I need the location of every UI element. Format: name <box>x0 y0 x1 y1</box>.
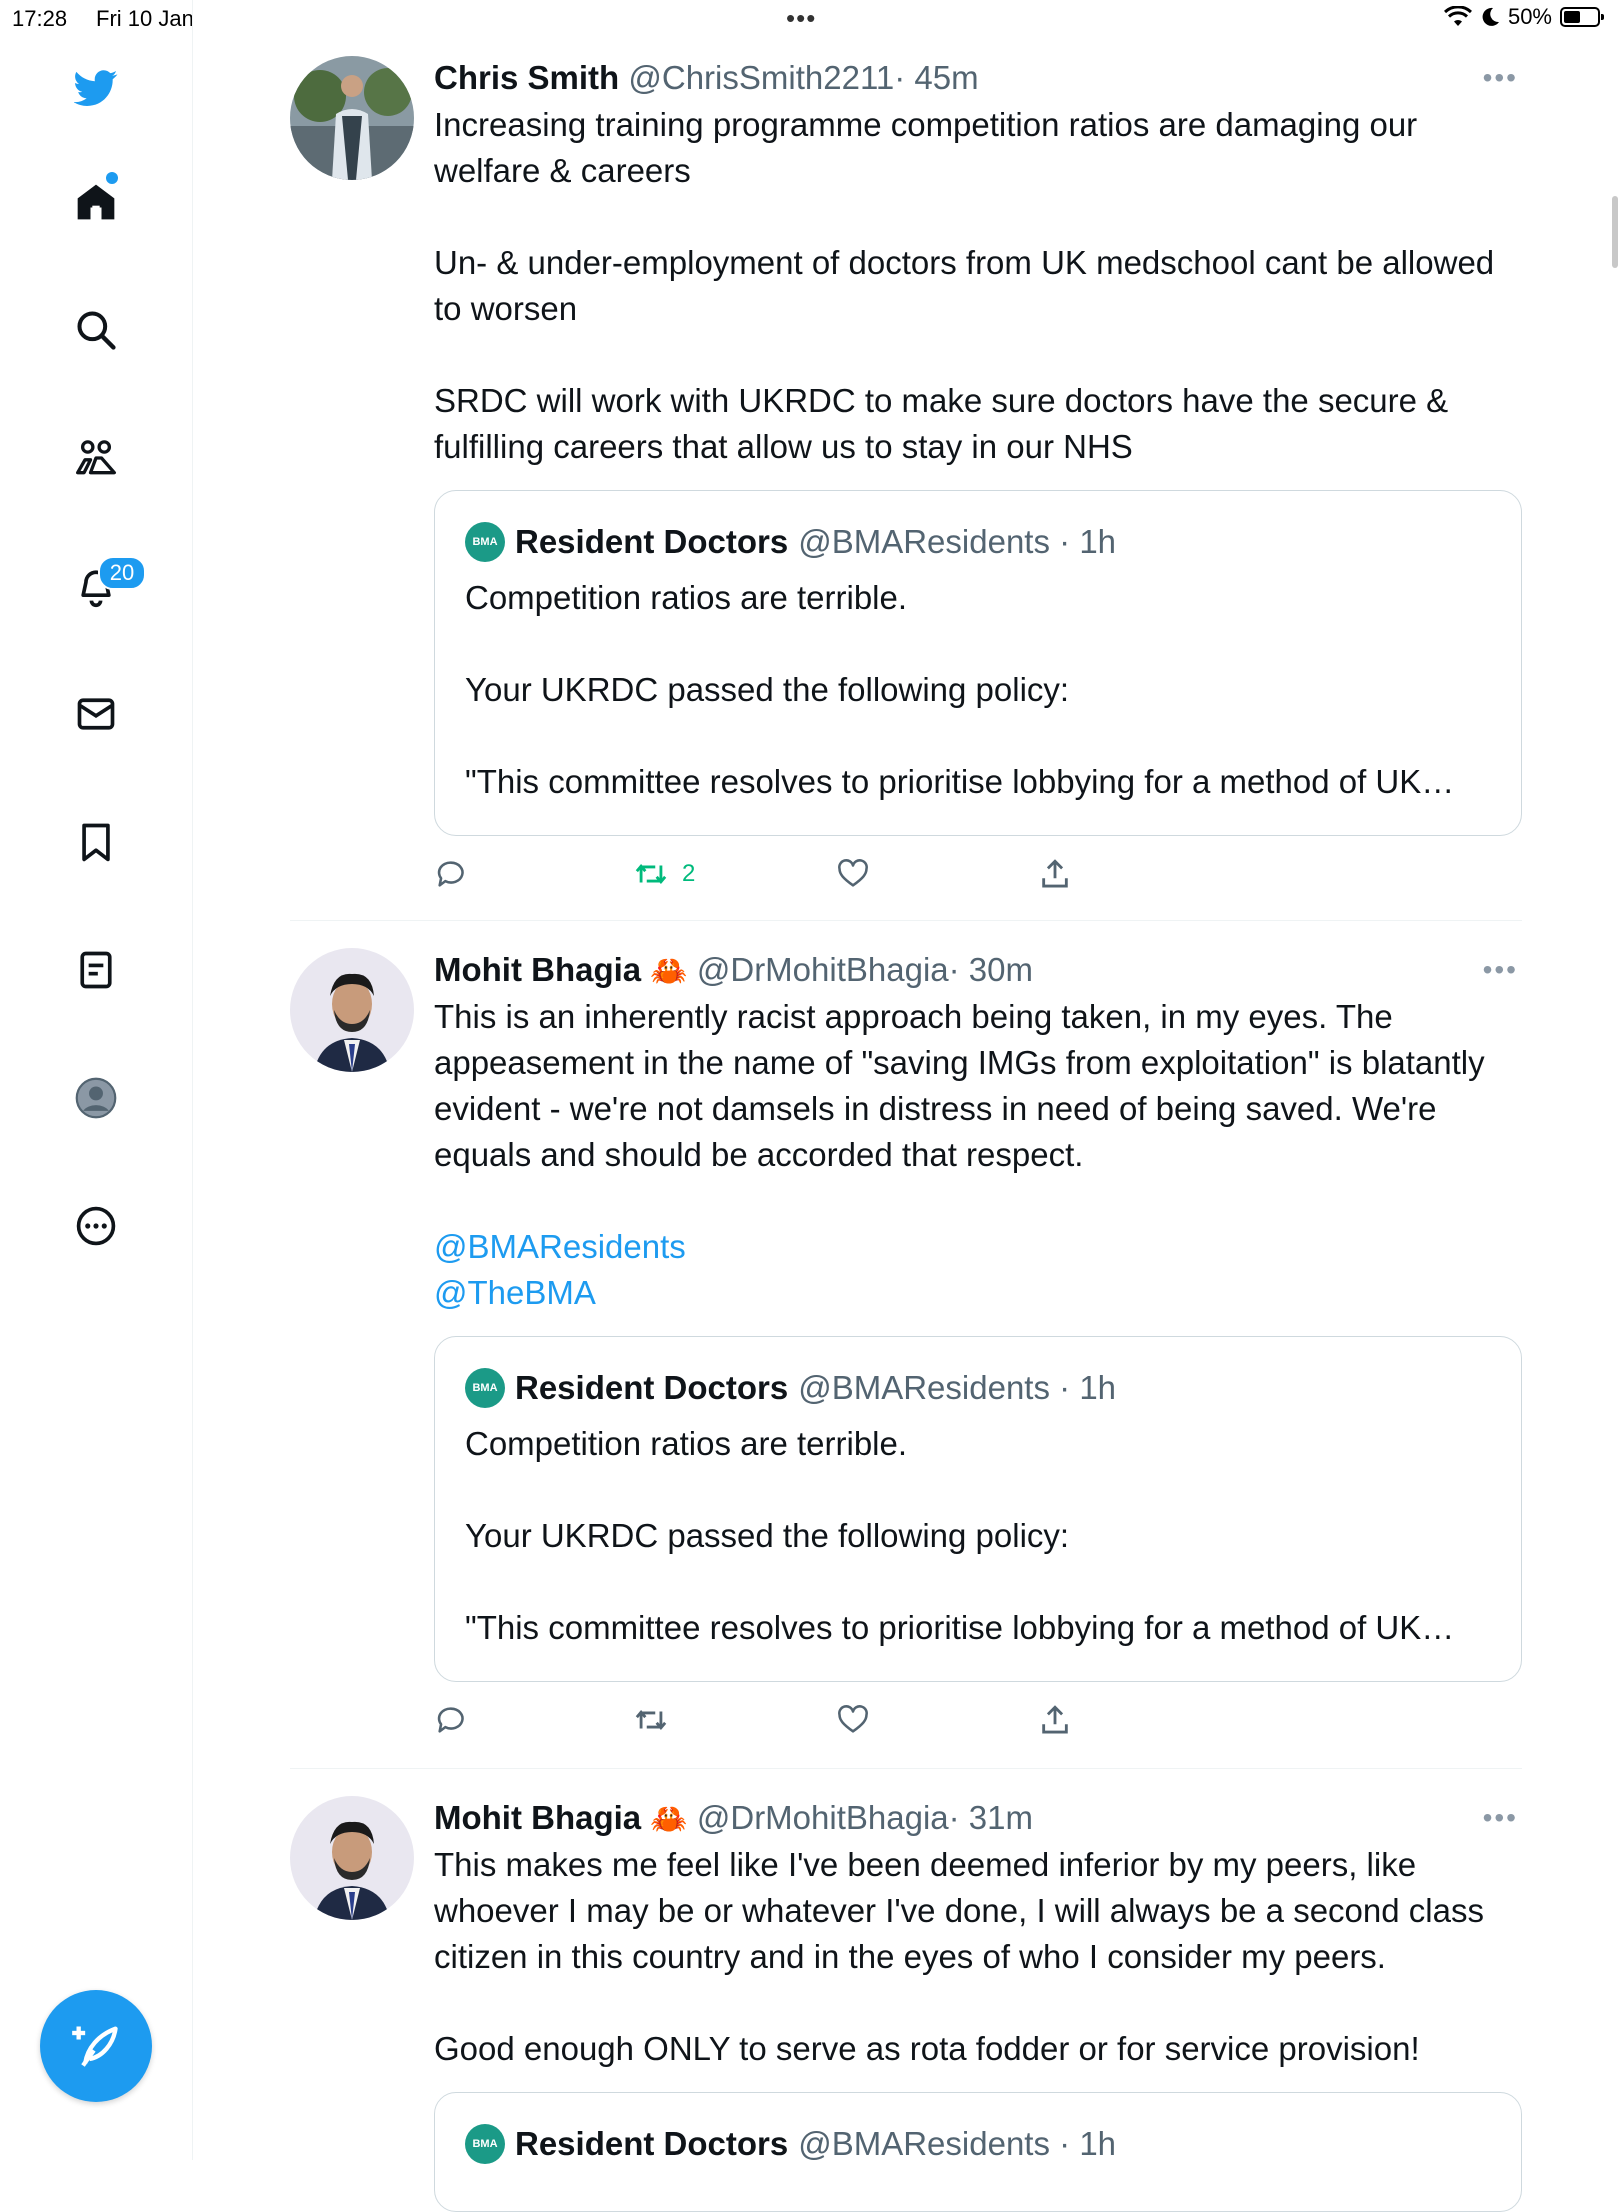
share-button[interactable] <box>1038 854 1072 894</box>
tweet-header <box>434 56 1522 100</box>
bookmarks-icon[interactable] <box>72 818 120 866</box>
tweet-actions <box>434 1700 1522 1750</box>
avatar[interactable] <box>290 1796 414 1920</box>
share-icon <box>1038 1703 1072 1737</box>
lists-icon[interactable] <box>72 946 120 994</box>
mention-link[interactable]: @TheBMA <box>434 1274 596 1311</box>
compose-tweet-icon[interactable] <box>40 1990 152 2102</box>
retweet-button[interactable] <box>634 1700 668 1740</box>
mentions <box>434 1224 1522 1316</box>
reply-icon <box>434 857 468 891</box>
status-date: Fri 10 Jan <box>96 6 194 31</box>
quoted-author-handle: @BMAResidents <box>798 523 1050 560</box>
communities-icon[interactable] <box>72 434 120 482</box>
author-handle[interactable]: @ChrisSmith2211 <box>628 59 895 96</box>
tweet-time[interactable]: · 45m <box>894 59 979 96</box>
quoted-tweet-time: · 1h <box>1059 523 1117 560</box>
tweet-divider <box>290 920 1522 921</box>
home-new-dot <box>106 172 118 184</box>
sidebar <box>0 0 193 2160</box>
more-options-icon[interactable]: ••• <box>1482 62 1518 93</box>
status-bar <box>0 0 1620 40</box>
wifi-icon <box>1444 6 1472 28</box>
author-name[interactable]: Mohit Bhagia <box>434 1799 642 1836</box>
quoted-tweet-header <box>465 519 1491 565</box>
quoted-tweet[interactable] <box>434 2092 1522 2212</box>
tweet-header <box>434 948 1522 992</box>
tweet-header <box>434 1796 1522 1840</box>
tweet-time[interactable]: · 31m <box>948 1799 1033 1836</box>
notifications-badge: 20 <box>98 556 146 590</box>
quoted-tweet-header <box>465 1365 1491 1411</box>
bma-logo-icon: BMA <box>465 522 505 562</box>
bma-logo-icon: BMA <box>465 2124 505 2164</box>
search-icon[interactable] <box>72 306 120 354</box>
quoted-tweet-text: Competition ratios are terrible. Your UKRDC passed the following policy: "This committee resolves to prioritise lobbying for a method of UK… <box>465 579 1455 800</box>
quoted-author-name: Resident Doctors <box>515 523 789 560</box>
profile-icon[interactable] <box>72 1074 120 1122</box>
quoted-tweet-header <box>465 2121 1491 2167</box>
share-icon <box>1038 857 1072 891</box>
tweet-body <box>434 56 1522 904</box>
more-options-icon[interactable]: ••• <box>1482 954 1518 985</box>
crab-emoji: 🦀 <box>650 1803 688 1836</box>
quoted-author-handle: @BMAResidents <box>798 2125 1050 2162</box>
author-handle[interactable]: @DrMohitBhagia <box>696 951 949 988</box>
quoted-tweet-text: Competition ratios are terrible. Your UKRDC passed the following policy: "This committee resolves to prioritise lobbying for a method of UK… <box>465 1425 1455 1646</box>
author-handle[interactable]: @DrMohitBhagia <box>696 1799 949 1836</box>
avatar[interactable] <box>290 56 414 180</box>
quoted-author-name: Resident Doctors <box>515 2125 789 2162</box>
heart-icon <box>836 857 870 891</box>
tweet-divider <box>290 1768 1522 1769</box>
tweet-body <box>434 1796 1522 2212</box>
scrollbar[interactable] <box>1612 196 1618 268</box>
reply-button[interactable] <box>434 854 468 894</box>
share-button[interactable] <box>1038 1700 1072 1740</box>
avatar[interactable] <box>290 948 414 1072</box>
quoted-tweet-time: · 1h <box>1059 1369 1117 1406</box>
home-icon[interactable] <box>72 178 120 226</box>
retweet-icon <box>634 1703 668 1737</box>
reply-button[interactable] <box>434 1700 468 1740</box>
multitasking-dots-icon[interactable]: ••• <box>786 3 817 33</box>
bma-logo-icon: BMA <box>465 1368 505 1408</box>
tweet-time[interactable]: · 30m <box>948 951 1033 988</box>
quoted-author-handle: @BMAResidents <box>798 1369 1050 1406</box>
quoted-author-name: Resident Doctors <box>515 1369 789 1406</box>
quoted-tweet[interactable] <box>434 490 1522 836</box>
twitter-bird-icon[interactable] <box>72 64 120 112</box>
quoted-tweet[interactable] <box>434 1336 1522 1682</box>
more-options-icon[interactable]: ••• <box>1482 1802 1518 1833</box>
quoted-tweet-time: · 1h <box>1059 2125 1117 2162</box>
moon-icon <box>1480 6 1500 28</box>
tweet-actions <box>434 854 1522 904</box>
more-icon[interactable] <box>72 1202 120 1250</box>
messages-icon[interactable] <box>72 690 120 738</box>
retweet-button[interactable] <box>634 854 695 894</box>
battery-percent: 50% <box>1507 4 1552 29</box>
tweet-text: This is an inherently racist approach being taken, in my eyes. The appeasement in the name of "saving IMGs from exploitation" is blatantly evident - we're not damsels in distress in need of being saved. We're equals and should be accorded that respect. <box>434 998 1494 1173</box>
mention-link[interactable]: @BMAResidents <box>434 1228 686 1265</box>
status-right <box>1444 4 1600 30</box>
reply-icon <box>434 1703 468 1737</box>
tweet-body <box>434 948 1522 1750</box>
crab-emoji: 🦀 <box>650 955 688 988</box>
battery-level <box>1564 11 1580 23</box>
like-button[interactable] <box>836 1700 870 1740</box>
author-name[interactable]: Chris Smith <box>434 59 620 96</box>
tweet-text: Increasing training programme competition ratios are damaging our welfare & careers Un- & under-employment of doctors from UK medschool cant be allowed to worsen SRDC will work with UKRDC to make sure doctors have the secure & fulfilling careers that allow us to stay in our NHS <box>434 106 1495 465</box>
heart-icon <box>836 1703 870 1737</box>
retweet-count: 2 <box>682 860 696 887</box>
battery-icon <box>1560 7 1600 27</box>
author-name[interactable]: Mohit Bhagia <box>434 951 642 988</box>
like-button[interactable] <box>836 854 884 894</box>
status-time: 17:28 <box>12 6 68 31</box>
tweet-text: This makes me feel like I've been deemed inferior by my peers, like whoever I may be or whatever I've done, I will always be a second class citizen in this country and in the eyes of who I consider my peers. Good enough ONLY to serve as rota fodder or for service provision! <box>434 1846 1484 2067</box>
retweet-icon <box>634 857 668 891</box>
